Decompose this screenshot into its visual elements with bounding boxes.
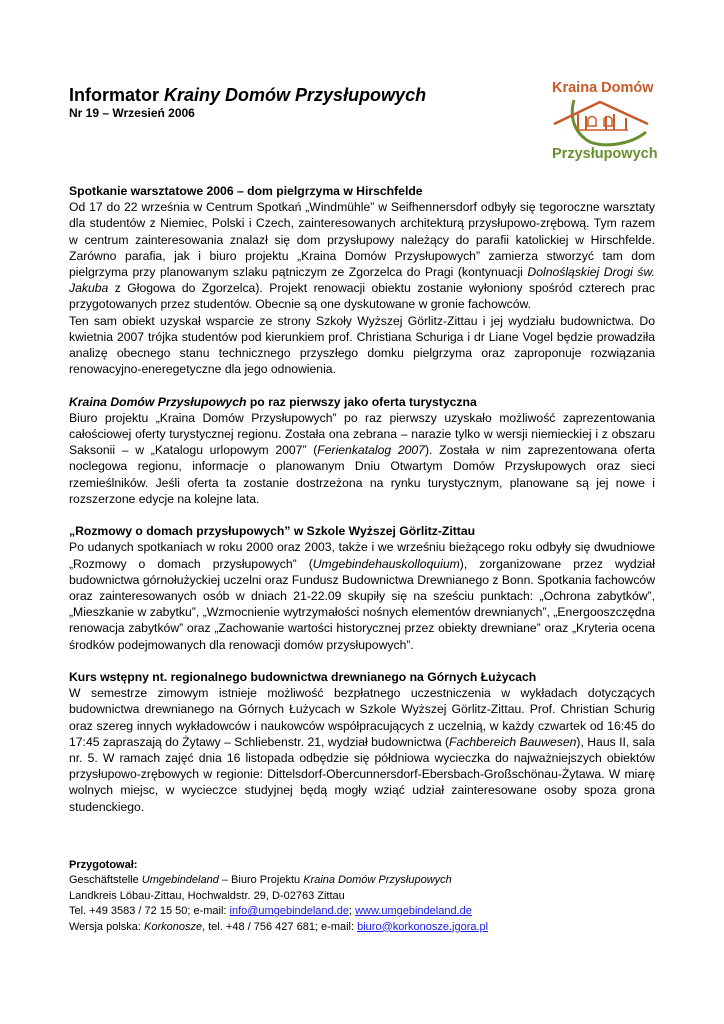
text-run: ), Haus II, sala nr. 5. W ramach zajęć dnia 16 listopada odbędzie się półdniowa wycieczka do najważniejszych obiektów przysłupowo-zrębowych w regionie: Dittelsdorf-Obercunnersdorf-Ebersbach-Großschönau-Żytawa. W miarę wolnych miejsc, w wycieczce studyjnej będą mogły wziąć udział zainteresowane osoby spoza grona studenckiego. — [69, 734, 655, 814]
logo-top-text: Kraina Domów — [552, 80, 654, 96]
logo-bottom-text: Przysłupowych — [552, 146, 658, 162]
section-heading — [69, 183, 655, 199]
heading-text: po raz pierwszy jako oferta turystyczna — [246, 394, 477, 409]
footer-line-contact — [69, 904, 669, 919]
page-title — [69, 84, 426, 106]
email-link-korkonosze[interactable]: biuro@korkonosze.jgora.pl — [357, 920, 489, 933]
contact-prefix: Tel. +49 3583 / 72 15 50; e-mail: — [69, 905, 230, 918]
text-run: Geschäftstelle — [69, 874, 142, 887]
heading-text: Spotkanie warsztatowe 2006 – dom pielgrzyma w Hirschfelde — [69, 184, 423, 198]
paragraph — [69, 539, 655, 652]
paragraph — [69, 685, 655, 815]
footer — [69, 858, 669, 935]
title-plain: Informator — [69, 85, 165, 105]
house-logo-icon — [548, 94, 660, 148]
paragraph — [69, 313, 655, 378]
italic-text: Kraina Domów Przysłupowych — [303, 874, 452, 887]
section-4 — [69, 669, 655, 815]
section-heading — [69, 523, 655, 539]
polish-org: Korkonosze — [144, 920, 203, 933]
footer-line-organization — [69, 873, 669, 888]
text-run: – Biuro Projektu — [218, 874, 304, 887]
text-run: ). Została w nim zaprezentowana oferta noclegowa regionu, informacje o planowanym Dniu Otwartym Domów Przysłupowych oraz sieci rzemieślników. Jeśli oferta ta zostanie dostrzeżona na rynku turystycznym, planowane są jej nowe i rozszerzone edycje na kolejne lata. — [69, 443, 656, 506]
section-3 — [69, 523, 655, 653]
heading-text: Kurs wstępny nt. regionalnego budownictwa drewnianego na Górnych Łużycach — [69, 670, 537, 685]
email-link-umgebindeland[interactable]: info@umgebindeland.de — [229, 905, 349, 918]
section-heading — [69, 669, 655, 685]
footer-line-polish — [69, 920, 669, 935]
italic-text: Umgebindehauskolloquium — [312, 556, 460, 571]
text-run: Biuro projektu „Kraina Domów Przysłupowych” po raz pierwszy uzyskało możliwość zaprezentowania całościowej oferty turystycznej regionu. Została ona zebrana – narazie tylko w wersji niemieckiej i z obszaru Saksonii – w „Katalogu urlopowym 2007” ( — [69, 410, 655, 458]
polish-prefix: Wersja polska: — [69, 920, 144, 933]
paragraph — [69, 410, 655, 507]
polish-middle: , tel. +48 / 756 427 681; e-mail: — [202, 920, 358, 933]
text-run: W semestrze zimowym istnieje możliwość bezpłatnego uczestniczenia w wykładach dotyczących budownictwa drewnianego na Górnych Łużycach w Szkole Wyższej Görlitz-Zittau. Prof. Christian Schurig oraz szereg innych wykładowców i naukowców współpracujących z uczelnią, w każdy czwartek od 16:45 do 17:45 zapraszają do Żytawy – Schliebenstr. 21, wydział budownictwa ( — [69, 686, 655, 749]
footer-line-address: Landkreis Löbau-Zittau, Hochwaldstr. 29, D-02763 Zittau — [69, 889, 345, 902]
heading-italic: Kraina Domów Przysłupowych — [69, 394, 247, 409]
text-run: Po udanych spotkaniach w roku 2000 oraz 2003, także i we wrześniu bieżącego roku odbyły się dwudniowe „Rozmowy o domach przysłupowych” ( — [69, 540, 655, 571]
italic-text: Umgebindeland — [141, 874, 219, 887]
text-run: Ten sam obiekt uzyskał wsparcie ze strony Szkoły Wyższej Görlitz-Zittau i jej wydziału budownictwa. Do kwietnia 2007 trójka studentów pod kierunkiem prof. Christiana Schuriga i dr Liane Vogel będzie prowadziła analizę obecnego stanu technicznego przyszłego domku pielgrzyma oraz zaproponuje rozwiązania renowacyjno-eneregetyczne dla jego odnowienia. — [69, 313, 655, 377]
issue-number: Nr 19 – Wrzesień 2006 — [69, 106, 195, 120]
footer-heading: Przygotował: — [69, 859, 138, 871]
italic-text: Dolnośląskiej Drogi św. Jakuba — [69, 265, 655, 296]
logo — [548, 78, 660, 166]
contact-separator: ; — [348, 905, 356, 918]
website-link[interactable]: www.umgebindeland.de — [355, 905, 472, 918]
paragraph — [69, 199, 655, 312]
section-2 — [69, 394, 655, 507]
heading-text: „Rozmowy o domach przysłupowych” w Szkole Wyższej Görlitz-Zittau — [69, 524, 476, 539]
text-run: Od 17 do 22 września w Centrum Spotkań „Windmühle” w Seifhennersdorf odbyły się tegoroczne warsztaty dla studentów z Niemiec, Polski i Czech, zainteresowanych architekturą przysłupowo-zrębową. Tym razem w centrum zainteresowania znalazł się dom przysłupowy należący do parafii katolickiej w Hirschfelde. Zarówno parafia, jak i biuro projektu „Kraina Domów Przysłupowych” zamierza stworzyć tam dom pielgrzyma przy planowanym szlaku pątniczym ze Zgorzelca do Pragi (kontynuacji — [69, 200, 655, 280]
article-body — [69, 183, 655, 831]
section-1 — [69, 183, 655, 377]
text-run: z Głogowa do Zgorzelca). Projekt renowacji obiektu zostanie wyłoniony spośród czterech prac przygotowanych przez studentów. Obecnie są one dyskutowane w gronie fachowców. — [69, 281, 655, 312]
text-run: ), zorganizowane przez wydział budownictwa górnołużyckiej uczelni oraz Fundusz Budownictwa Drewnianego z Bonn. Spotkania fachowców oraz zainteresowanych osób w dniach 21-22.09 skupiły się na sześciu punktach: „Ochrona zabytków”, „Mieszkanie w zabytku”, „Wzmocnienie wytrzymałości nośnych elementów drewnianych”, „Energooszczędna renowacja zabytków” oraz „Zachowanie wartości historycznej przez obiekty drewniane” oraz „Kryteria ocena środków podejmowanych dla renowacji domów przysłupowych”. — [69, 556, 655, 652]
italic-text: Fachbereich Bauwesen — [449, 734, 577, 749]
title-italic: Krainy Domów Przysłupowych — [164, 85, 427, 105]
italic-text: Ferienkatalog 2007 — [317, 443, 425, 458]
section-heading — [69, 394, 655, 410]
